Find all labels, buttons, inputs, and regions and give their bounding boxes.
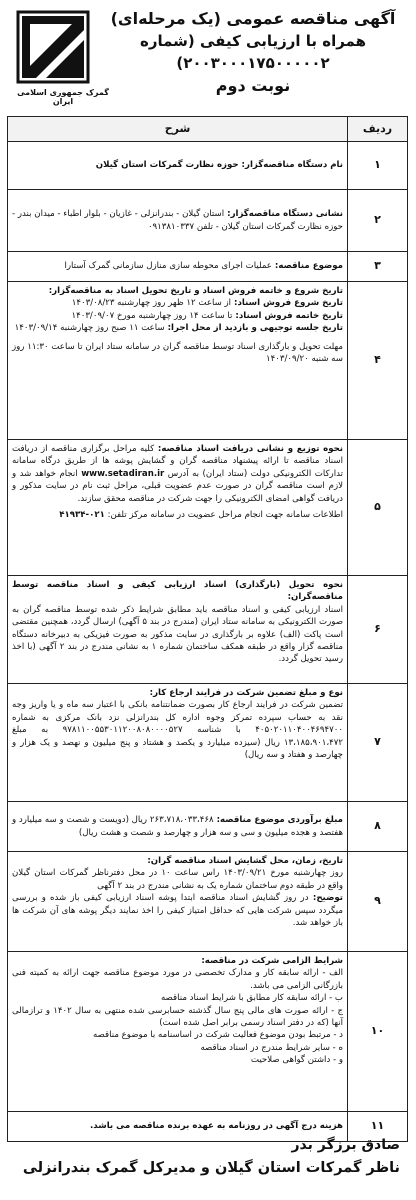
list-item: د - مرتبط بودن موضوع فعالیت شرکت در اساسنامه با موضوع مناقصه: [92, 1030, 343, 1041]
table-row: [8, 282, 408, 440]
row-text: کلیه مراحل برگزاری مناقصه از دریافت اسناد مناقصه تا ارائه پیشنهاد مناقصه گران و گشایش پوشه ها از طریق درگاه سامانه تدارکات الکترونیکی دولت (ستاد ایران) به آدرس: [12, 444, 343, 479]
tender-table: [7, 116, 408, 1142]
row-text: تضمین شرکت در فرایند ارجاع کار بصورت ضمانتنامه بانکی با اعتبار سه ماه و یا واریز وجه نقد به حساب سپرده تمرکز وجوه اداره کل بندرانزلی نزد بانک مرکزی به شماره ۴۰۵۰۲۰۱۱۰۴۰۰۴۶۹۴۷۰۰ با شناسه ۹۷۸۱۱۰۰۵۵۳۰۱۱۲۰۰۸۰۸۰۰۰۰۵۲۷ به مبلغ ۱۳،۱۸۵،۹۰۱،۴۷۲ ریال (سیزده میلیارد و یکصد و هشتاد و پنج میلیون و نهصد و یک هزار و چهارصد و هفتاد و سه ریال): [12, 700, 343, 761]
row-number: ۶: [348, 576, 408, 684]
phone-number: ۰۲۱-۴۱۹۳۴: [59, 510, 105, 521]
row-description: [8, 282, 348, 440]
row-label: تاریخ شروع فروش اسناد:: [231, 298, 343, 309]
row-label: تاریخ خاتمه فروش اسناد:: [232, 310, 343, 321]
row-description: [8, 440, 348, 576]
table-header-row: [8, 117, 408, 142]
row-label: تاریخ، زمان، محل گشایش اسناد مناقصه گران:: [147, 856, 343, 866]
row-text: انجام خواهد شد و لازم است مناقصه گران در صورت عدم عضویت قبلی، مراحل ثبت نام در سایت مذکور و دریافت گواهی امضای الکترونیکی را جهت شرکت در مناقصه محقق سازند.: [12, 468, 343, 504]
row-number: ۱۱: [348, 1112, 408, 1142]
row-text: حوزه نظارت گمرکات استان گیلان: [95, 160, 239, 171]
row-number: ۹: [348, 852, 408, 952]
title-line-3: نوبت دوم: [215, 76, 291, 95]
row-description: [8, 576, 348, 684]
row-label: شرایط الزامی شرکت در مناقصه:: [201, 956, 343, 966]
row-label: نام دستگاه مناقصه‌گزار:: [238, 160, 343, 171]
row-number: ۳: [348, 252, 408, 282]
table-row: [8, 576, 408, 684]
row-number: ۸: [348, 802, 408, 852]
title-line-1: آگهی مناقصه عمومی (یک مرحله‌ای): [110, 9, 396, 28]
signatory-name: صادق برزگر بدر: [291, 1137, 400, 1153]
table-row: [8, 190, 408, 252]
row-label: نوع و مبلغ تضمین شرکت در فرایند ارجاع کار:: [149, 688, 343, 698]
list-item: ه - سایر شرایط مندرج در اسناد مناقصه: [200, 1042, 343, 1053]
setadiran-link[interactable]: www.setadiran.ir: [81, 468, 165, 479]
row-description: [8, 190, 348, 252]
tender-notice: [8, 6, 408, 1194]
customs-logo-icon: [16, 10, 90, 84]
row-number: ۲: [348, 190, 408, 252]
table-row: [8, 252, 408, 282]
row-number: ۱۰: [348, 952, 408, 1112]
row-text: از ساعت ۱۲ ظهر روز چهارشنبه ۱۴۰۳/۰۸/۲۳: [71, 298, 232, 309]
row-heading: تاریخ شروع و خاتمه فروش اسناد و تاریخ تحویل اسناد به مناقصه‌گزار:: [48, 286, 343, 296]
table-row: [8, 142, 408, 190]
row-label: تاریخ جلسه توجیهی و بازدید از محل اجرا:: [164, 323, 343, 334]
table-row: [8, 440, 408, 576]
table-row: [8, 852, 408, 952]
row-number: ۷: [348, 684, 408, 802]
row-text: روز چهارشنبه مورخ ۱۴۰۳/۰۹/۲۱ راس ساعت ۱۰ در محل دفترناظر گمرکات استان گیلان واقع در طبقه دوم ساختمان شماره یک به نشانی مندرج در بند ۲ آگهی: [12, 868, 344, 891]
list-item: الف - ارائه سابقه کار و مدارک تخصصی در مورد موضوع مناقصه جهت ارائه به کمیته فنی بازرگانی الزامی می باشد.: [12, 968, 343, 991]
row-label: نحوه تحویل (بارگذاری) اسناد ارزیابی کیفی و اسناد مناقصه توسط مناقصه‌گران:: [12, 580, 343, 603]
row-number: ۱: [348, 142, 408, 190]
row-label: نحوه توزیع و نشانی دریافت اسناد مناقصه:: [154, 444, 344, 454]
row-label: نشانی دستگاه مناقصه‌گزار:: [224, 209, 343, 220]
row-text: اطلاعات سامانه جهت انجام مراحل عضویت در سامانه مرکز تلفن:: [104, 510, 343, 521]
row-label: مبلغ برآوردی موضوع مناقصه:: [213, 815, 343, 826]
list-item: و - داشتن گواهی صلاحیت: [250, 1055, 343, 1066]
row-text: در روز گشایش اسناد مناقصه ابتدا پوشه اسناد ارزیابی کیفی باز شده و بررسی میگردد سپس شرکت هایی که حداقل امتیاز کیفی را اخذ نمایند دیگر پوشه های آن شرکت ها باز خواهد شد.: [12, 893, 343, 929]
signatory-position: ناظر گمرکات استان گیلان و مدیرکل گمرک بندرانزلی: [22, 1160, 400, 1176]
table-row: [8, 802, 408, 852]
row-text: استان گیلان - بندرانزلی - غازیان - بلوار اطباء - میدان بندر - حوزه نظارت گمرکات استان گیلان - تلفن ۰۹۱۳۸۱۰۳۳۷: [12, 209, 343, 232]
notice-title: [108, 8, 398, 98]
row-text: تا ساعت ۱۴ روز چهارشنبه مورخ ۱۴۰۳/۰۹/۰۷: [71, 310, 233, 321]
logo-caption: گمرک جمهوری اسلامی ایران: [17, 88, 109, 106]
list-item: ج - ارائه صورت های مالی پنج سال گذشته حسابرسی شده منتهی به سال ۱۴۰۲ و ترازمالی آنها (که در دفتر اسناد رسمی برابر اصل شده است): [12, 1005, 343, 1029]
row-description: [8, 852, 348, 952]
col-header-desc: شرح: [8, 117, 348, 142]
row-description: [8, 952, 348, 1112]
table-row: [8, 684, 408, 802]
list-item: ب - ارائه سابقه کار مطابق با شرایط اسناد مناقصه: [160, 993, 343, 1004]
notice-footer: [10, 1134, 400, 1180]
row-text: مهلت تحویل و بارگذاری اسناد توسط مناقصه گران در سامانه ستاد ایران تا ساعت ۱۱:۳۰ روز سه شنبه ۱۴۰۳/۰۹/۲۰: [12, 341, 343, 365]
row-number: ۴: [348, 282, 408, 440]
notice-header: [8, 6, 408, 112]
row-number: ۵: [348, 440, 408, 576]
row-description: [8, 802, 348, 852]
row-label: هزینه درج آگهی در روزنامه به عهده برنده مناقصه می باشد.: [90, 1121, 343, 1132]
row-text: عملیات اجرای محوطه سازی منازل سازمانی گمرک آستارا: [64, 261, 272, 272]
title-line-2: همراه با ارزیابی کیفی (شماره ۲۰۰۳۰۰۰۱۷۵۰۰۰۰۰۲): [139, 32, 367, 72]
row-text: ۲۶۳،۷۱۸،۰۳۳،۴۶۸ ریال (دویست و شصت و سه میلیارد و هفتصد و هجده میلیون و سی و سه هزار و چهارصد و شصت و هشت ریال): [12, 815, 343, 838]
row-text: ساعت ۱۱ صبح روز چهارشنبه ۱۴۰۳/۰۹/۱۴: [14, 323, 165, 334]
row-label: موضوع مناقصه:: [271, 261, 343, 272]
table-row: [8, 952, 408, 1112]
col-header-row: ردیف: [348, 117, 408, 142]
row-description: [8, 252, 348, 282]
row-description: [8, 142, 348, 190]
row-text: اسناد ارزیابی کیفی و اسناد مناقصه باید مطابق شرایط ذکر شده توسط مناقصه گران به صورت الکترونیکی به سامانه ستاد ایران (مندرج در بند ۵ آگهی) ارسال گردد، همچنین مقتضی است پاکت (الف) علاوه بر بارگذاری در سایت مذکور به صورت فیزیکی به دبیرخانه دستگاه مناقصه گزار واقع در طبقه همکف ساختمان شماره ۱ به نشانی مندرج در بند ۲ آگهی (با اخذ رسید تحویل گردد.: [12, 604, 344, 665]
row-description: [8, 684, 348, 802]
row-label: توضیح:: [308, 893, 343, 904]
